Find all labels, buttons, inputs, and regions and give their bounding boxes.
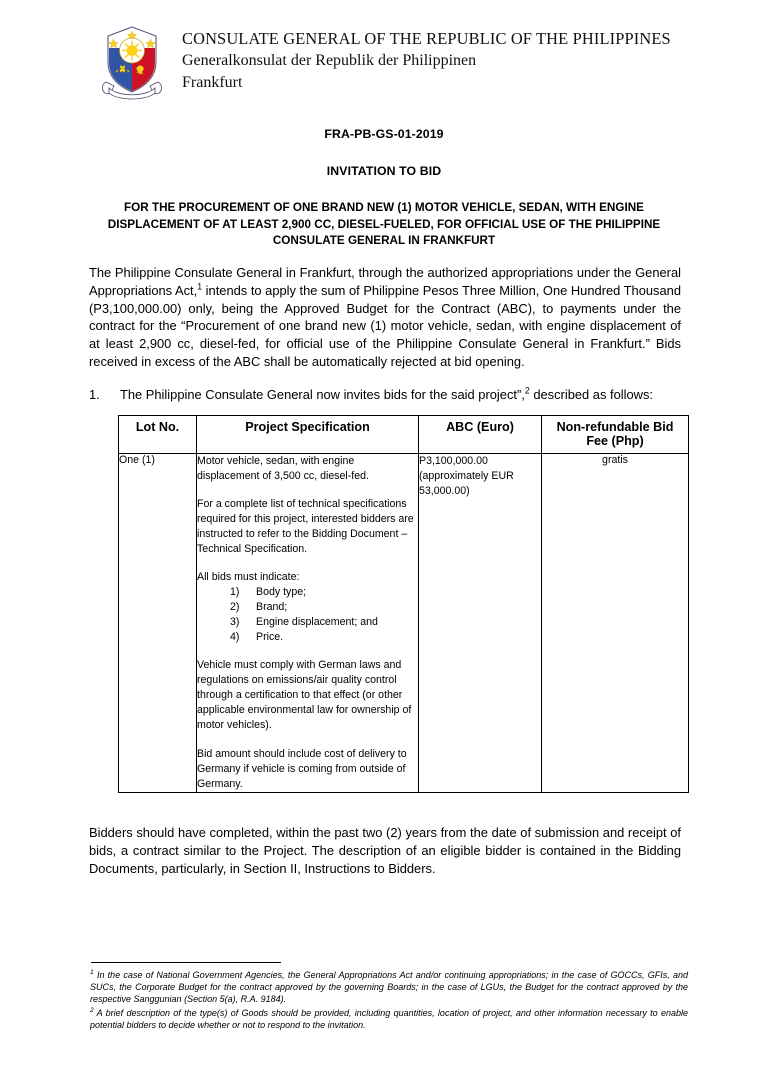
spec-paragraph-5: Bid amount should include cost of delivery to Germany if vehicle is coming from outside of Germany.	[197, 747, 407, 790]
intro-paragraph	[89, 264, 681, 371]
column-header-spec: Project Specification	[197, 416, 419, 454]
list-item	[197, 600, 418, 615]
footnote-marker-2: 2	[524, 385, 530, 396]
spec-paragraph-3: All bids must indicate:	[197, 571, 300, 584]
cell-project-specification	[197, 454, 419, 793]
table-header-row	[119, 416, 689, 454]
intro-paragraph-part1: The Philippine Consulate General in Frankfurt, through the authorized appropriations under the General Appropriations Act,	[89, 265, 681, 298]
abc-amount-php: P3,100,000.00	[419, 455, 488, 467]
letterhead-line-city: Frankfurt	[182, 73, 243, 91]
sublist-number: 2)	[230, 601, 240, 614]
footnote-marker-1: 1	[197, 281, 203, 292]
footnote-2	[90, 1007, 688, 1031]
sublist-label: Engine displacement; and	[256, 616, 378, 629]
letterhead	[96, 24, 671, 110]
column-header-fee: Non-refundable Bid Fee (Php)	[542, 416, 689, 454]
sublist-number: 4)	[230, 631, 240, 644]
footnote-1-marker: 1	[90, 969, 94, 976]
footnotes-section	[90, 969, 688, 1032]
spec-requirements-list	[197, 585, 418, 645]
list-item	[197, 630, 418, 645]
spec-paragraph-2: For a complete list of technical specifications required for this project, interested bidders are instructed to refer to the Bidding Document – Technical Specification.	[197, 498, 414, 556]
sublist-number: 1)	[230, 586, 240, 599]
item-text	[120, 386, 681, 404]
cell-abc-amount	[419, 454, 542, 793]
footnote-2-marker: 2	[90, 1006, 94, 1014]
letterhead-line-english: CONSULATE GENERAL OF THE REPUBLIC OF THE PHILIPPINES	[182, 29, 671, 48]
sublist-label: Body type;	[256, 586, 307, 599]
abc-amount-eur: (approximately EUR 53,000.00)	[419, 470, 514, 498]
procurement-subject-title: FOR THE PROCUREMENT OF ONE BRAND NEW (1) MOTOR VEHICLE, SEDAN, WITH ENGINE DISPLACEMENT OF AT LEAST 2,900 CC, DIESEL-FUELED, FOR OFFICIAL USE OF THE PHILIPPINE CONSULATE GENERAL IN FRANKFURT	[107, 201, 661, 248]
intro-paragraph-part2: intends to apply the sum of Philippine Pesos Three Million, One Hundred Thousand (P3,100,000.00) only, being the Approved Budget for the Contract (ABC), to payments under the contract for the “Procurement of one brand new (1) motor vehicle, sedan, with engine displacement of at least 2,900 cc, diesel-fed, for official use of the Philippine Consulate General in Frankfurt.” Bids received in excess of the ABC shall be automatically rejected at bid opening.	[89, 282, 682, 369]
spec-paragraph-1: Motor vehicle, sedan, with engine displacement of 3,500 cc, diesel-fed.	[197, 455, 369, 483]
item-text-part1: The Philippine Consulate General now invites bids for the said project”,	[120, 387, 525, 402]
sublist-number: 3)	[230, 616, 240, 629]
footnote-1-text: In the case of National Government Agencies, the General Appropriations Act and/or continuing appropriations; in the case of GOCCs, GFIs, and SUCs, the Corporate Budget for the contract approved by the governing Boards; in the case of LGUs, the Budget for the contract approved by the respective Sanggunian (Section 5(a), R.A. 9184).	[90, 970, 688, 1005]
spec-paragraph-4: Vehicle must comply with German laws and regulations on emissions/air quality control through a certification to that effect (or other applicable environmental law for ownership of motor vehicles).	[197, 659, 412, 732]
invitation-title: INVITATION TO BID	[326, 164, 442, 178]
philippine-coat-of-arms-seal-icon	[96, 24, 168, 110]
column-header-lot: Lot No.	[119, 416, 197, 454]
numbered-item-1	[89, 386, 681, 404]
specification-table	[118, 415, 689, 793]
item-text-part2: described as follows:	[529, 387, 653, 402]
item-number: 1.	[89, 387, 100, 402]
column-header-abc: ABC (Euro)	[419, 416, 542, 454]
sublist-label: Price.	[256, 631, 284, 644]
letterhead-line-german: Generalkonsulat der Republik der Philippinen	[182, 51, 477, 69]
sublist-label: Brand;	[256, 601, 288, 614]
closing-paragraph: Bidders should have completed, within the past two (2) years from the date of submission and receipt of bids, a contract similar to the Project. The description of an eligible bidder is contained in the Bidding Documents, particularly, in Section II, Instructions to Bidders.	[89, 825, 681, 876]
footnote-2-text: A brief description of the type(s) of Goods should be provided, including quantities, location of project, and other information necessary to enable potential bidders to decide whether or not to respond to the invitation.	[90, 1007, 688, 1030]
reference-code: FRA-PB-GS-01-2019	[324, 127, 444, 141]
cell-bid-fee: gratis	[542, 454, 689, 793]
cell-lot-number: One (1)	[119, 454, 197, 793]
list-item	[197, 615, 418, 630]
table-row	[119, 454, 689, 793]
list-item	[197, 585, 418, 600]
footnote-1	[90, 969, 688, 1006]
footnote-separator	[91, 962, 281, 963]
